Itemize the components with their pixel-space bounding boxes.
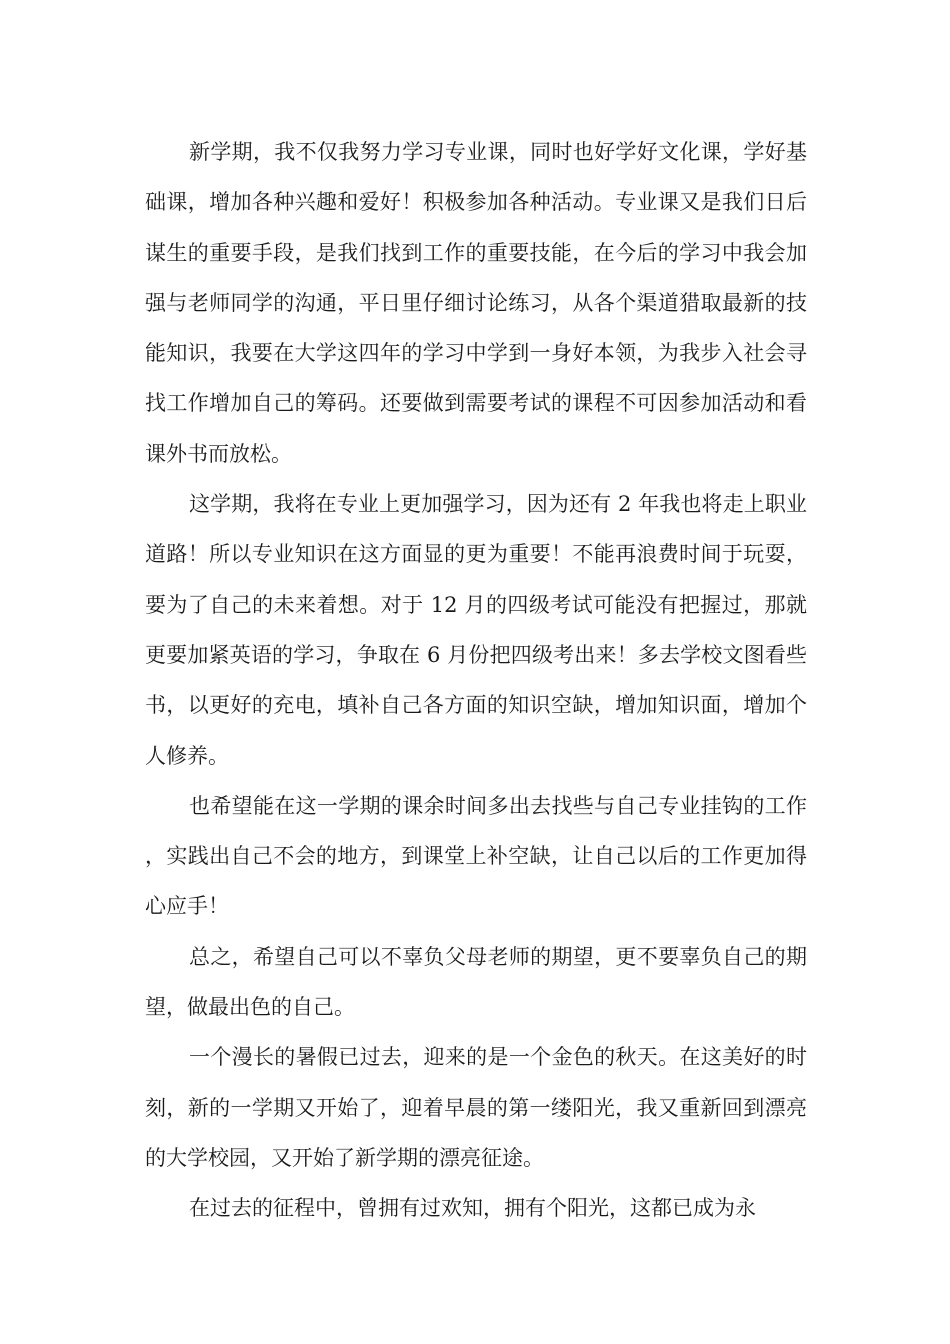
document-body bbox=[145, 127, 807, 1234]
paragraph-1: 新学期，我不仅我努力学习专业课，同时也好学好文化课，学好基础课，增加各种兴趣和爱好！积极参加各种活动。专业课又是我们日后谋生的重要手段，是我们找到工作的重要技能，在今后的学习中我会加强与老师同学的沟通，平日里仔细讨论练习，从各个渠道猎取最新的技能知识，我要在大学这四年的学习中学到一身好本领，为我步入社会寻找工作增加自己的筹码。还要做到需要考试的课程不可因参加活动和看课外书而放松。 bbox=[145, 140, 807, 466]
paragraph-4: 总之，希望自己可以不辜负父母老师的期望，更不要辜负自己的期望，做最出色的自己。 bbox=[145, 944, 807, 1020]
paragraph-6: 在过去的征程中，曾拥有过欢知，拥有个阳光，这都已成为永 bbox=[189, 1196, 756, 1221]
paragraph-3: 也希望能在这一学期的课余时间多出去找些与自己专业挂钩的工作，实践出自己不会的地方，到课堂上补空缺，让自己以后的工作更加得心应手！ bbox=[145, 793, 807, 919]
paragraph-5: 一个漫长的暑假已过去，迎来的是一个金色的秋天。在这美好的时刻，新的一学期又开始了，迎着早晨的第一缕阳光，我又重新回到漂亮的大学校园，又开始了新学期的漂亮征途。 bbox=[145, 1045, 807, 1170]
paragraph-2: 这学期，我将在专业上更加强学习，因为还有 2 年我也将走上职业道路！所以专业知识在这方面显的更为重要！不能再浪费时间于玩耍，要为了自己的未来着想。对于 12 月的四级考试可能没有把握过，那就更要加紧英语的学习，争取在 6 月份把四级考出来！多去学校文图看些书，以更好的充电，填补自己各方面的知识空缺，增加知识面，增加个人修养。 bbox=[145, 492, 807, 768]
